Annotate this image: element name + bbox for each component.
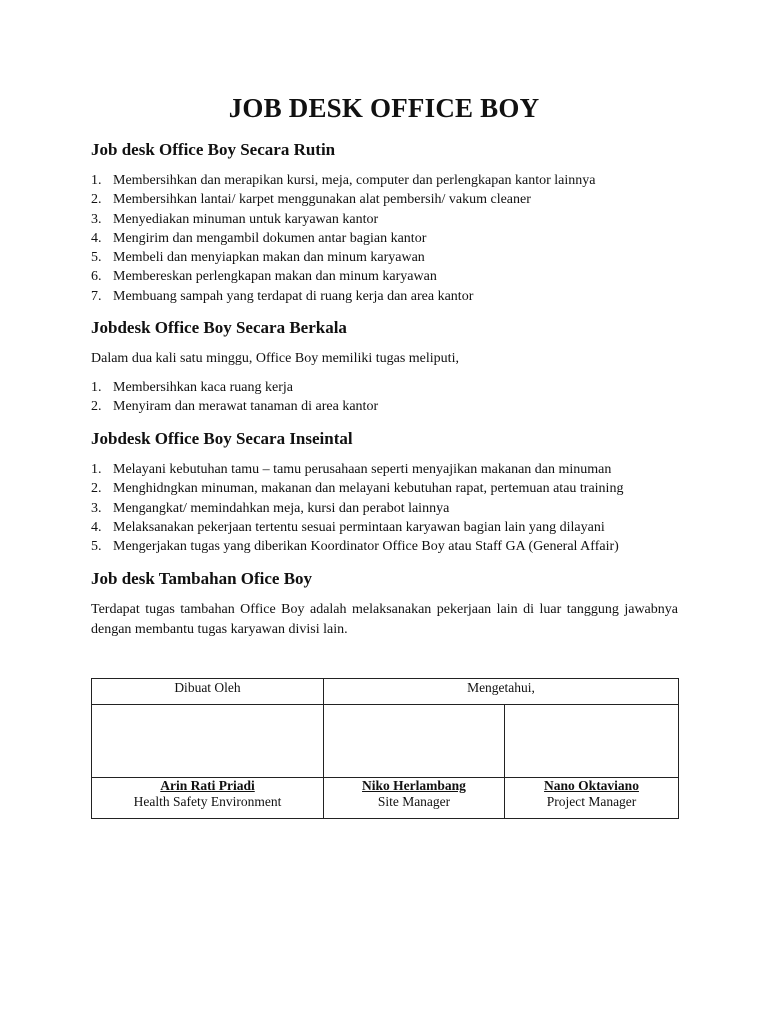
signer-cell bbox=[324, 778, 505, 819]
heading-rutin: Job desk Office Boy Secara Rutin bbox=[91, 140, 336, 159]
list-item bbox=[91, 460, 623, 479]
signer-name: Nano Oktaviano bbox=[544, 778, 639, 793]
signer-role: Project Manager bbox=[546, 794, 637, 809]
heading-berkala: Jobdesk Office Boy Secara Berkala bbox=[91, 318, 347, 337]
created-by-label: Dibuat Oleh bbox=[92, 679, 324, 705]
item-text: Melayani kebutuhan tamu – tamu perusahaan seperti menyajikan makanan dan minuman bbox=[113, 462, 612, 477]
signer-cell bbox=[92, 778, 324, 819]
item-text: Membereskan perlengkapan makan dan minum karyawan bbox=[113, 269, 437, 285]
item-text: Menyediakan minuman untuk karyawan kantor bbox=[113, 211, 379, 227]
item-number: 4. bbox=[91, 519, 102, 535]
signer-role: Health Safety Environment bbox=[133, 794, 282, 809]
signature-header-row bbox=[92, 679, 679, 705]
item-text: Mengangkat/ memindahkan meja, kursi dan perabot lainnya bbox=[113, 500, 450, 516]
item-number: 6. bbox=[91, 269, 102, 285]
list-item bbox=[91, 287, 595, 306]
signature-table bbox=[91, 678, 679, 819]
heading-inseintal: Jobdesk Office Boy Secara Inseintal bbox=[91, 429, 353, 448]
list-item bbox=[91, 397, 378, 416]
list-item bbox=[91, 190, 595, 209]
signature-space bbox=[505, 705, 679, 778]
signature-space bbox=[92, 705, 324, 778]
acknowledged-label: Mengetahui, bbox=[324, 679, 679, 705]
heading-tambahan: Job desk Tambahan Ofice Boy bbox=[91, 569, 313, 588]
list-item bbox=[91, 210, 595, 229]
item-number: 3. bbox=[91, 500, 102, 516]
list-item bbox=[91, 479, 623, 498]
item-number: 3. bbox=[91, 211, 102, 227]
berkala-intro: Dalam dua kali satu minggu, Office Boy memiliki tugas meliputi, bbox=[91, 351, 459, 366]
item-number: 5. bbox=[91, 250, 102, 266]
item-number: 1. bbox=[91, 380, 102, 395]
item-text: Menghidngkan minuman, makanan dan melayani kebutuhan rapat, pertemuan atau training bbox=[113, 481, 624, 497]
item-number: 4. bbox=[91, 230, 102, 246]
signer-name: Niko Herlambang bbox=[362, 778, 466, 793]
item-text: Menyiram dan merawat tanaman di area kantor bbox=[113, 399, 379, 415]
item-number: 2. bbox=[91, 481, 102, 497]
signature-space bbox=[324, 705, 505, 778]
item-text: Membersihkan kaca ruang kerja bbox=[113, 380, 293, 395]
list-rutin bbox=[91, 171, 595, 306]
document-title: JOB DESK OFFICE BOY bbox=[228, 93, 540, 123]
item-number: 1. bbox=[91, 462, 102, 477]
signature-names-row bbox=[92, 778, 679, 819]
item-text: Membersihkan dan merapikan kursi, meja, computer dan perlengkapan kantor lainnya bbox=[113, 173, 596, 188]
list-inseintal bbox=[91, 460, 623, 556]
signer-role: Site Manager bbox=[377, 794, 451, 809]
signer-name: Arin Rati Priadi bbox=[160, 778, 255, 793]
list-item bbox=[91, 229, 595, 248]
list-item bbox=[91, 171, 595, 190]
item-text: Mengirim dan mengambil dokumen antar bagian kantor bbox=[113, 230, 427, 246]
list-berkala bbox=[91, 378, 378, 417]
item-number: 7. bbox=[91, 288, 102, 304]
item-text: Membuang sampah yang terdapat di ruang kerja dan area kantor bbox=[113, 288, 474, 304]
tambahan-paragraph: Terdapat tugas tambahan Office Boy adalah melaksanakan pekerjaan lain di luar tanggung jawabnya dengan membantu tugas karyawan divisi lain. bbox=[91, 602, 678, 637]
signature-space-row bbox=[92, 705, 679, 778]
list-item bbox=[91, 518, 623, 537]
list-item bbox=[91, 499, 623, 518]
item-number: 1. bbox=[91, 173, 102, 188]
item-text: Membersihkan lantai/ karpet menggunakan alat pembersih/ vakum cleaner bbox=[113, 192, 531, 208]
list-item bbox=[91, 378, 378, 397]
item-number: 2. bbox=[91, 192, 102, 208]
item-text: Membeli dan menyiapkan makan dan minum karyawan bbox=[113, 250, 425, 266]
item-text: Melaksanakan pekerjaan tertentu sesuai permintaan karyawan bagian lain yang dilayani bbox=[113, 519, 605, 535]
list-item bbox=[91, 248, 595, 267]
list-item bbox=[91, 537, 623, 556]
item-text: Mengerjakan tugas yang diberikan Koordinator Office Boy atau Staff GA (General Affair) bbox=[113, 539, 619, 555]
item-number: 5. bbox=[91, 539, 102, 555]
item-number: 2. bbox=[91, 399, 102, 415]
list-item bbox=[91, 267, 595, 286]
signer-cell bbox=[505, 778, 679, 819]
